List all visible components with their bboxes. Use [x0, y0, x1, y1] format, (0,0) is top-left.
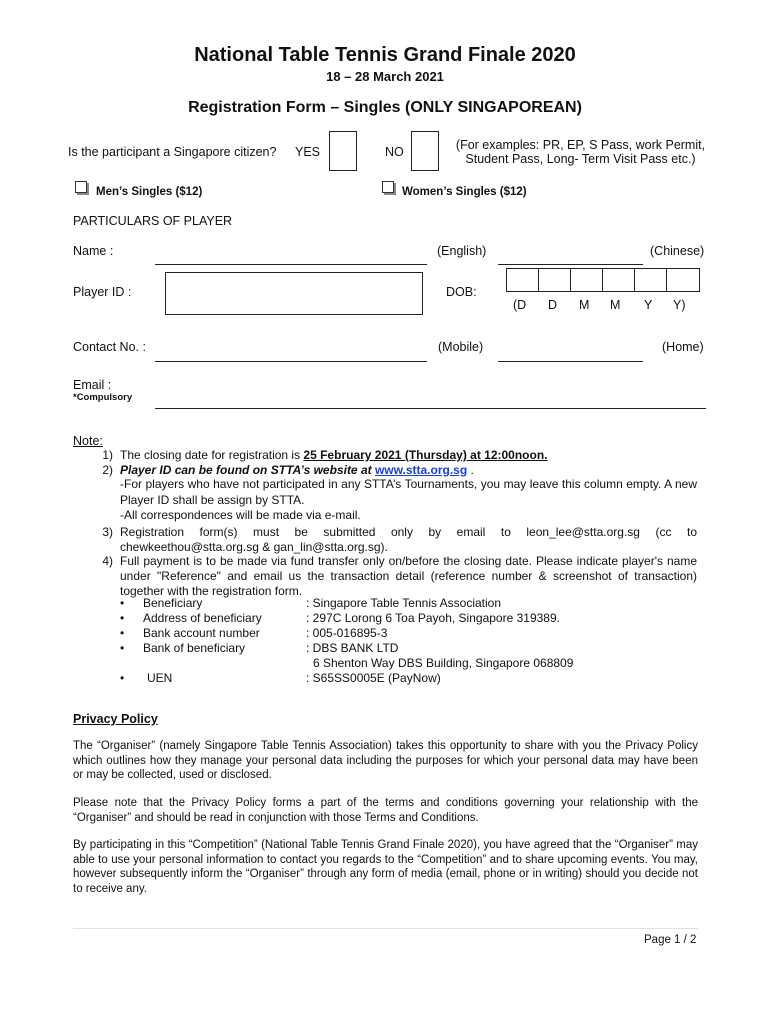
email-label: Email :	[73, 378, 112, 392]
closing-date: 25 February 2021 (Thursday) at 12:00noon.	[303, 448, 548, 462]
note-3: Registration form(s) must be submitted only by email to leon_lee@stta.org.sg (cc to chewkeethou@stta.org.sg & gan_lin@stta.org.sg).	[120, 525, 697, 554]
bank-row-beneficiary	[120, 596, 700, 611]
bank-row-address	[120, 611, 700, 626]
english-label: (English)	[437, 244, 487, 258]
dob-cell	[539, 269, 571, 291]
dob-format-m2: M	[610, 298, 621, 312]
mobile-label: (Mobile)	[438, 340, 484, 354]
note-2	[120, 463, 697, 478]
document-title: National Table Tennis Grand Finale 2020	[194, 44, 576, 66]
bank-label: Bank account number	[143, 626, 260, 640]
dob-cell	[603, 269, 635, 291]
name-chinese-field[interactable]	[498, 264, 643, 265]
footer-divider	[73, 928, 698, 929]
note-1-text: The closing date for registration is	[120, 448, 304, 462]
bank-label: Address of beneficiary	[143, 611, 262, 625]
contact-mobile-field[interactable]	[155, 361, 427, 362]
bank-value: : 297C Lorong 6 Toa Payoh, Singapore 319389.	[306, 611, 560, 625]
bank-label: Bank of beneficiary	[143, 641, 246, 655]
name-english-field[interactable]	[155, 264, 427, 265]
bank-row-uen	[120, 671, 700, 686]
dob-cell	[507, 269, 539, 291]
bank-row-bank-address	[120, 656, 700, 671]
name-label: Name :	[73, 244, 114, 258]
privacy-heading: Privacy Policy	[73, 712, 158, 726]
bank-value: : DBS BANK LTD	[306, 641, 399, 655]
dob-format-y1: Y	[644, 298, 653, 312]
email-field[interactable]	[155, 408, 706, 409]
dob-label: DOB:	[446, 285, 477, 299]
dob-format-d1: (D	[513, 298, 527, 312]
notes-list	[73, 448, 699, 690]
no-checkbox[interactable]	[411, 131, 439, 171]
bank-value: : Singapore Table Tennis Association	[306, 596, 502, 610]
bank-row-bank	[120, 641, 700, 656]
note-1	[120, 448, 697, 463]
note-2-number: 2)	[102, 463, 113, 477]
dob-format-d2: D	[548, 298, 558, 312]
player-id-label: Player ID :	[73, 285, 132, 299]
contact-home-field[interactable]	[498, 361, 643, 362]
citizen-examples	[448, 138, 713, 166]
bullet: •	[120, 611, 125, 625]
event-dates: 18 – 28 March 2021	[326, 69, 444, 84]
note-3-number: 3)	[102, 525, 113, 539]
yes-checkbox[interactable]	[329, 131, 357, 171]
mens-singles-checkbox[interactable]	[75, 181, 87, 193]
dob-format-m1: M	[579, 298, 590, 312]
bank-row-account	[120, 626, 700, 641]
citizen-examples-line2: Student Pass, Long- Term Visit Pass etc.)	[465, 152, 696, 166]
uen-value: : S65SS0005E (PayNow)	[306, 671, 441, 685]
bank-value: : 005-016895-3	[306, 626, 388, 640]
no-label: NO	[385, 145, 404, 159]
page-number: Page 1 / 2	[644, 934, 697, 946]
compulsory-note: *Compulsory	[73, 392, 133, 403]
note-2-sub2: -All correspondences will be made via e-mail.	[120, 508, 361, 522]
citizen-question: Is the participant a Singapore citizen?	[68, 145, 277, 159]
dob-input[interactable]	[506, 268, 700, 292]
bullet: •	[120, 626, 125, 640]
womens-singles-label: Women’s Singles ($12)	[402, 186, 527, 198]
form-title: Registration Form – Singles (ONLY SINGAPOREAN)	[188, 99, 582, 116]
dob-format	[513, 298, 703, 314]
citizen-examples-line1: (For examples: PR, EP, S Pass, work Permit,	[455, 138, 706, 152]
note-4: Full payment is to be made via fund transfer only on/before the closing date. Please indicate player's name under "Reference" and email us the transaction detail (reference number & screenshot of transaction) together with the registration form.	[120, 554, 697, 598]
womens-singles-checkbox[interactable]	[382, 181, 394, 193]
privacy-paragraph-2: Please note that the Privacy Policy forms a part of the terms and conditions governing your relationship with the “Organiser” and should be read in conjunction with those Terms and Conditions.	[73, 797, 698, 824]
player-id-input[interactable]	[165, 272, 423, 315]
yes-label: YES	[295, 145, 321, 159]
bullet: •	[120, 671, 125, 685]
note-2-text: Player ID can be found on STTA’s website at	[120, 463, 375, 477]
chinese-label: (Chinese)	[650, 244, 705, 258]
privacy-paragraph-1: The “Organiser” (namely Singapore Table Tennis Association) takes this opportunity to share with you the Privacy Policy which outlines how they manage your personal data including the purposes for which your personal data may have been or may be collected, used or disclosed.	[73, 740, 698, 781]
bullet: •	[120, 641, 125, 655]
particulars-heading: PARTICULARS OF PLAYER	[73, 214, 233, 228]
dob-format-y2: Y)	[673, 298, 686, 312]
uen-label: UEN	[147, 671, 173, 685]
note-2-end: .	[467, 463, 474, 477]
stta-website-link[interactable]: www.stta.org.sg	[374, 463, 468, 477]
dob-cell	[635, 269, 667, 291]
dob-cell	[571, 269, 603, 291]
bank-label: Beneficiary	[143, 596, 203, 610]
note-4-number: 4)	[102, 554, 113, 568]
bullet: •	[120, 596, 125, 610]
contact-label: Contact No. :	[73, 340, 146, 354]
mens-singles-label: Men’s Singles ($12)	[96, 186, 203, 198]
privacy-paragraph-3: By participating in this “Competition” (National Table Tennis Grand Finale 2020), you have agreed that the “Organiser” may able to use your personal information to contact you regards to the “Competition” and to share upcoming events. You may, however subsequently inform the “Organiser” through any form of media (email, phone or in writing) should you decide not to receive any.	[73, 839, 698, 895]
home-label: (Home)	[662, 340, 704, 354]
note-1-number: 1)	[102, 448, 113, 462]
bank-address: 6 Shenton Way DBS Building, Singapore 068809	[313, 656, 574, 670]
note-2-sub1: -For players who have not participated in any STTA’s Tournaments, you may leave this column empty. A new Player ID shall be assign by STTA.	[120, 477, 697, 507]
note-heading: Note:	[73, 434, 103, 448]
